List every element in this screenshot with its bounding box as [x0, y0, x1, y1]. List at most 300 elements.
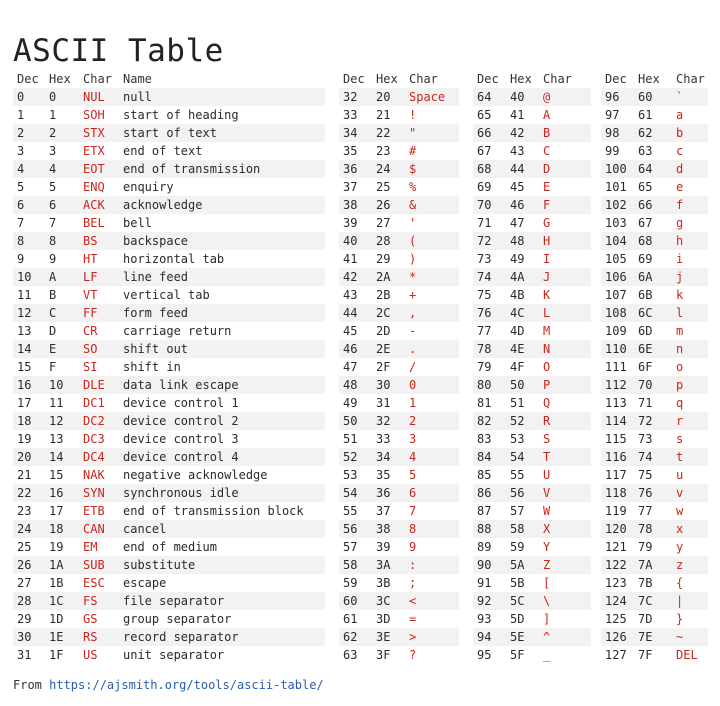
char-cell: ': [409, 216, 417, 230]
table-row: [601, 322, 708, 340]
hex-cell: 38: [372, 520, 405, 538]
hex-cell: 2D: [376, 324, 391, 338]
table-row: [601, 88, 708, 106]
char-cell: (: [405, 232, 459, 250]
hex-cell: 61: [638, 108, 653, 122]
dec-cell: 14: [13, 340, 45, 358]
dec-cell: 75: [477, 288, 492, 302]
dec-cell: 7: [17, 216, 25, 230]
hex-cell: 64: [634, 160, 672, 178]
table-row: [339, 538, 459, 556]
name-cell: cancel: [119, 520, 325, 538]
name-cell: form feed: [119, 304, 325, 322]
char-header: Char: [83, 72, 112, 86]
hex-cell: B: [49, 288, 57, 302]
hex-cell: 6E: [634, 340, 672, 358]
hex-cell: 45: [510, 180, 525, 194]
table-row: [473, 394, 591, 412]
table-row: [601, 358, 708, 376]
char-cell: STX: [79, 124, 119, 142]
table-row: [473, 376, 591, 394]
name-cell: start of text: [119, 124, 325, 142]
char-cell: #: [409, 144, 417, 158]
dec-cell: 25: [17, 540, 32, 554]
table-row: [339, 124, 459, 142]
name-cell: escape: [123, 576, 167, 590]
hex-header: Hex: [638, 72, 660, 86]
name-cell: substitute: [119, 556, 325, 574]
char-cell: +: [409, 288, 417, 302]
char-cell: ?: [409, 648, 417, 662]
dec-cell: 126: [601, 628, 634, 646]
char-cell: p: [672, 376, 708, 394]
dec-cell: 80: [473, 376, 506, 394]
table-row: [13, 628, 325, 646]
dec-cell: 112: [601, 376, 634, 394]
table-row: [13, 592, 325, 610]
hex-cell: 66: [634, 196, 672, 214]
source-footer: [13, 678, 324, 692]
dec-cell: 4: [13, 160, 45, 178]
dec-cell: 86: [473, 484, 506, 502]
char-cell: ENQ: [83, 180, 105, 194]
table-row: [473, 196, 591, 214]
header-row: [473, 70, 591, 88]
name-cell: end of transmission block: [123, 504, 304, 518]
hex-cell: 30: [372, 376, 405, 394]
dec-cell: 91: [477, 576, 492, 590]
table-row: [601, 574, 708, 592]
dec-cell: 103: [605, 216, 627, 230]
char-cell: u: [676, 468, 684, 482]
hex-cell: 10: [45, 376, 79, 394]
dec-cell: 74: [473, 268, 506, 286]
hex-cell: 57: [510, 504, 525, 518]
dec-cell: 100: [601, 160, 634, 178]
table-row: [473, 574, 591, 592]
char-cell: S: [543, 432, 551, 446]
char-cell: x: [672, 520, 708, 538]
hex-cell: 4: [45, 160, 79, 178]
char-cell: Space: [405, 88, 459, 106]
table-row: [473, 412, 591, 430]
hex-cell: 59: [510, 540, 525, 554]
table-row: [13, 484, 325, 502]
table-row: [339, 322, 459, 340]
hex-cell: 1B: [49, 576, 64, 590]
table-row: [13, 394, 325, 412]
table-row: [13, 412, 325, 430]
table-row: [473, 430, 591, 448]
dec-cell: 39: [343, 216, 358, 230]
table-row: [13, 178, 325, 196]
table-row: [13, 196, 325, 214]
char-cell: g: [676, 216, 684, 230]
table-row: [601, 196, 708, 214]
dec-cell: 68: [473, 160, 506, 178]
dec-cell: 15: [17, 360, 32, 374]
table-row: [339, 88, 459, 106]
name-cell: vertical tab: [123, 288, 210, 302]
char-cell: c: [676, 144, 684, 158]
char-cell: SO: [79, 340, 119, 358]
hex-cell: C: [45, 304, 79, 322]
char-cell: *: [405, 268, 459, 286]
name-cell: enquiry: [123, 180, 174, 194]
table-row: [473, 268, 591, 286]
char-cell: {: [676, 576, 684, 590]
dec-cell: 92: [473, 592, 506, 610]
dec-cell: 70: [473, 196, 506, 214]
dec-cell: 16: [13, 376, 45, 394]
table-row: [339, 394, 459, 412]
hex-cell: 75: [638, 468, 653, 482]
char-cell: -: [409, 324, 417, 338]
char-cell: VT: [83, 288, 98, 302]
hex-cell: 5B: [510, 576, 525, 590]
dec-cell: 113: [605, 396, 627, 410]
name-cell: carriage return: [123, 324, 232, 338]
char-cell: ESC: [83, 576, 105, 590]
dec-cell: 64: [473, 88, 506, 106]
table-row: [13, 286, 325, 304]
char-cell: 3: [409, 432, 417, 446]
char-cell: y: [676, 540, 684, 554]
dec-cell: 124: [601, 592, 634, 610]
dec-cell: 31: [17, 648, 32, 662]
table-row: [339, 502, 459, 520]
char-cell: <: [405, 592, 459, 610]
dec-cell: 98: [601, 124, 634, 142]
dec-cell: 62: [339, 628, 372, 646]
dec-cell: 94: [473, 628, 506, 646]
dec-cell: 28: [13, 592, 45, 610]
hex-cell: 28: [372, 232, 405, 250]
hex-cell: 6B: [638, 288, 653, 302]
dec-cell: 66: [473, 124, 506, 142]
hex-cell: 7A: [634, 556, 672, 574]
hex-cell: 3D: [376, 612, 391, 626]
hex-cell: 51: [510, 396, 525, 410]
char-cell: _: [543, 648, 551, 662]
hex-cell: 18: [45, 520, 79, 538]
char-cell: J: [539, 268, 591, 286]
name-cell: backspace: [119, 232, 325, 250]
hex-cell: 46: [506, 196, 539, 214]
dec-cell: 9: [17, 252, 25, 266]
char-cell: ACK: [79, 196, 119, 214]
table-row: [13, 124, 325, 142]
hex-cell: 47: [510, 216, 525, 230]
name-cell: start of heading: [123, 108, 239, 122]
char-cell: f: [672, 196, 708, 214]
hex-cell: 12: [45, 412, 79, 430]
dec-cell: 71: [477, 216, 492, 230]
ascii-table-punctuation-digits: [339, 70, 459, 664]
char-cell: j: [672, 268, 708, 286]
dec-cell: 116: [601, 448, 634, 466]
table-row: [339, 268, 459, 286]
dec-cell: 41: [343, 252, 358, 266]
hex-cell: 50: [506, 376, 539, 394]
hex-cell: 7B: [638, 576, 653, 590]
table-row: [339, 376, 459, 394]
hex-cell: 52: [506, 412, 539, 430]
table-row: [13, 574, 325, 592]
dec-cell: 36: [339, 160, 372, 178]
dec-cell: 46: [339, 340, 372, 358]
char-cell: d: [672, 160, 708, 178]
char-cell: o: [676, 360, 684, 374]
name-cell: shift out: [119, 340, 325, 358]
hex-cell: 23: [376, 144, 391, 158]
dec-cell: 29: [17, 612, 32, 626]
table-row: [339, 466, 459, 484]
char-cell: H: [539, 232, 591, 250]
char-cell: .: [405, 340, 459, 358]
table-row: [601, 484, 708, 502]
hex-cell: 21: [376, 108, 391, 122]
hex-header: Hex: [49, 72, 71, 86]
dec-cell: 88: [473, 520, 506, 538]
dec-cell: 97: [605, 108, 620, 122]
dec-cell: 13: [17, 324, 32, 338]
name-cell: device control 2: [119, 412, 325, 430]
char-cell: h: [672, 232, 708, 250]
char-cell: DEL: [676, 648, 698, 662]
table-row: [601, 556, 708, 574]
dec-cell: 115: [605, 432, 627, 446]
name-cell: unit separator: [123, 648, 225, 662]
dec-header: Dec: [17, 72, 39, 86]
dec-cell: 63: [343, 648, 358, 662]
dec-cell: 26: [13, 556, 45, 574]
hex-cell: A: [45, 268, 79, 286]
char-cell: DC4: [79, 448, 119, 466]
dec-cell: 99: [605, 144, 620, 158]
table-row: [13, 304, 325, 322]
hex-cell: 71: [638, 396, 653, 410]
table-row: [473, 250, 591, 268]
table-row: [339, 142, 459, 160]
table-row: [13, 556, 325, 574]
dec-cell: 90: [473, 556, 506, 574]
dec-cell: 43: [343, 288, 358, 302]
hex-cell: 11: [49, 396, 64, 410]
hex-cell: 69: [638, 252, 653, 266]
header-row: [13, 70, 325, 88]
char-cell: n: [672, 340, 708, 358]
hex-cell: 7F: [638, 648, 653, 662]
name-cell: data link escape: [119, 376, 325, 394]
char-cell: EM: [83, 540, 98, 554]
dec-cell: 57: [343, 540, 358, 554]
dec-cell: 59: [343, 576, 358, 590]
table-row: [473, 466, 591, 484]
char-cell: SOH: [83, 108, 105, 122]
name-cell: end of transmission: [119, 160, 325, 178]
char-cell: CR: [83, 324, 98, 338]
dec-cell: 3: [17, 144, 25, 158]
char-cell: 4: [405, 448, 459, 466]
hex-cell: 35: [376, 468, 391, 482]
table-row: [473, 556, 591, 574]
dec-cell: 67: [477, 144, 492, 158]
char-cell: G: [543, 216, 551, 230]
hex-cell: 7D: [638, 612, 653, 626]
dec-cell: 120: [601, 520, 634, 538]
table-row: [339, 196, 459, 214]
hex-cell: 6: [45, 196, 79, 214]
name-cell: group separator: [123, 612, 232, 626]
hex-cell: 1E: [45, 628, 79, 646]
hex-cell: 63: [638, 144, 653, 158]
table-row: [339, 592, 459, 610]
hex-cell: 41: [510, 108, 525, 122]
dec-cell: 105: [605, 252, 627, 266]
hex-cell: 73: [638, 432, 653, 446]
dec-cell: 33: [343, 108, 358, 122]
hex-cell: 5C: [506, 592, 539, 610]
table-row: [601, 142, 708, 160]
char-cell: CAN: [79, 520, 119, 538]
dec-cell: 79: [477, 360, 492, 374]
hex-cell: 53: [510, 432, 525, 446]
table-row: [13, 232, 325, 250]
table-row: [601, 430, 708, 448]
dec-cell: 121: [605, 540, 627, 554]
table-row: [601, 592, 708, 610]
char-header: Char: [543, 72, 572, 86]
char-cell: \: [539, 592, 591, 610]
table-row: [13, 376, 325, 394]
hex-cell: 6F: [638, 360, 653, 374]
dec-cell: 93: [477, 612, 492, 626]
hex-cell: 37: [376, 504, 391, 518]
char-cell: SYN: [79, 484, 119, 502]
table-row: [339, 448, 459, 466]
table-row: [601, 178, 708, 196]
char-cell: M: [543, 324, 551, 338]
table-row: [601, 448, 708, 466]
char-cell: GS: [83, 612, 98, 626]
hex-cell: 27: [376, 216, 391, 230]
char-cell: FS: [79, 592, 119, 610]
dec-cell: 69: [477, 180, 492, 194]
dec-cell: 119: [605, 504, 627, 518]
char-cell: r: [672, 412, 708, 430]
char-cell: DC3: [83, 432, 105, 446]
name-cell: line feed: [119, 268, 325, 286]
dec-cell: 45: [343, 324, 358, 338]
char-cell: v: [672, 484, 708, 502]
table-row: [13, 610, 325, 628]
dec-cell: 87: [477, 504, 492, 518]
table-row: [13, 646, 325, 664]
char-cell: [: [543, 576, 551, 590]
char-cell: l: [672, 304, 708, 322]
hex-cell: 6C: [634, 304, 672, 322]
char-cell: &: [405, 196, 459, 214]
char-cell: =: [409, 612, 417, 626]
dec-cell: 109: [605, 324, 627, 338]
char-cell: BS: [79, 232, 119, 250]
hex-cell: 1D: [49, 612, 64, 626]
char-cell: i: [676, 252, 684, 266]
hex-cell: 74: [634, 448, 672, 466]
table-row: [473, 178, 591, 196]
dec-cell: 73: [477, 252, 492, 266]
table-row: [601, 520, 708, 538]
table-row: [601, 538, 708, 556]
table-row: [473, 214, 591, 232]
dec-cell: 108: [601, 304, 634, 322]
table-row: [339, 412, 459, 430]
dec-header: Dec: [605, 72, 627, 86]
char-cell: R: [539, 412, 591, 430]
char-cell: ^: [539, 628, 591, 646]
hex-cell: 2B: [376, 288, 391, 302]
hex-cell: 8: [45, 232, 79, 250]
hex-cell: 79: [638, 540, 653, 554]
table-row: [601, 268, 708, 286]
dec-cell: 127: [605, 648, 627, 662]
hex-cell: 24: [372, 160, 405, 178]
dec-cell: 38: [339, 196, 372, 214]
hex-cell: 26: [372, 196, 405, 214]
char-cell: C: [543, 144, 551, 158]
hex-cell: 4E: [506, 340, 539, 358]
hex-cell: 67: [638, 216, 653, 230]
source-link[interactable]: https://ajsmith.org/tools/ascii-table/: [49, 678, 324, 692]
dec-cell: 48: [339, 376, 372, 394]
table-row: [601, 376, 708, 394]
table-row: [601, 106, 708, 124]
hex-cell: 2A: [372, 268, 405, 286]
name-cell: file separator: [119, 592, 325, 610]
dec-cell: 23: [17, 504, 32, 518]
table-row: [473, 520, 591, 538]
hex-cell: 3: [49, 144, 57, 158]
dec-cell: 55: [343, 504, 358, 518]
table-row: [473, 484, 591, 502]
char-cell: e: [676, 180, 684, 194]
table-row: [601, 628, 708, 646]
hex-cell: 3F: [376, 648, 391, 662]
dec-cell: 106: [601, 268, 634, 286]
table-row: [473, 322, 591, 340]
dec-cell: 61: [343, 612, 358, 626]
char-cell: P: [539, 376, 591, 394]
dec-cell: 117: [605, 468, 627, 482]
hex-cell: 48: [506, 232, 539, 250]
hex-cell: 58: [506, 520, 539, 538]
dec-cell: 51: [343, 432, 358, 446]
hex-cell: 43: [510, 144, 525, 158]
dec-cell: 32: [339, 88, 372, 106]
char-cell: SI: [83, 360, 98, 374]
hex-cell: 7: [49, 216, 57, 230]
table-row: [339, 574, 459, 592]
char-cell: NAK: [83, 468, 105, 482]
hex-cell: 5E: [506, 628, 539, 646]
dec-cell: 22: [13, 484, 45, 502]
hex-cell: 68: [634, 232, 672, 250]
dec-header: Dec: [343, 72, 365, 86]
name-cell: negative acknowledge: [123, 468, 268, 482]
char-header: Char: [409, 72, 438, 86]
char-cell: W: [543, 504, 551, 518]
